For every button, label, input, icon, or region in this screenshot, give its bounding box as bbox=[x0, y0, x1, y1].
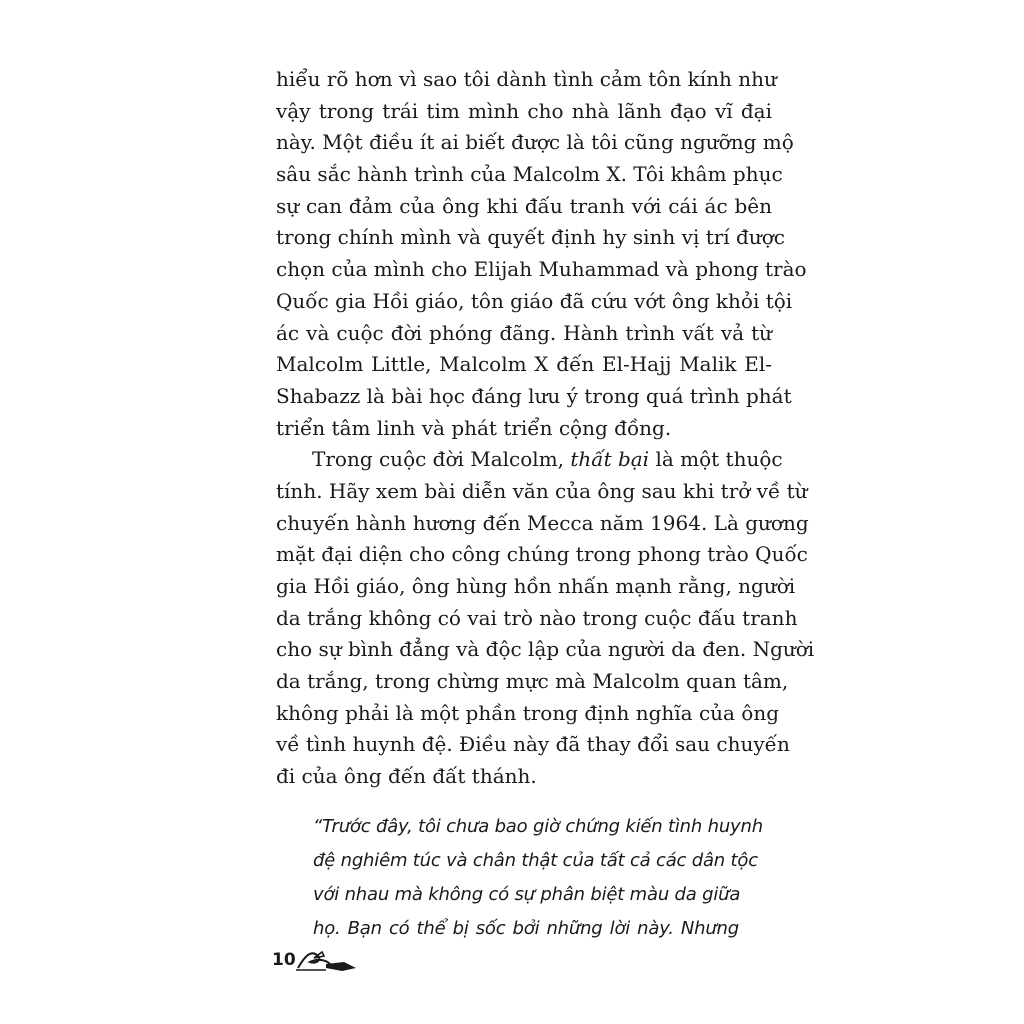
text-line: trong chính mình và quyết định hy sinh vị trí được bbox=[276, 225, 785, 250]
text-line: chuyến hành hương đến Mecca năm 1964. Là gương bbox=[276, 510, 809, 535]
text-line: cho sự bình đẳng và độc lập của người da đen. Người bbox=[276, 637, 815, 662]
body-text bbox=[276, 64, 815, 793]
text-line: Malcolm Little, Malcolm X đến El-Hajj Malik El- bbox=[276, 352, 772, 377]
text-line: triển tâm linh và phát triển cộng đồng. bbox=[276, 415, 672, 440]
text-run: là một thuộc bbox=[649, 447, 783, 472]
pen-nib-ornament-icon bbox=[296, 944, 358, 974]
quote-line: “Trước đây, tôi chưa bao giờ chứng kiến tình huynh bbox=[313, 816, 763, 837]
text-line: da trắng, trong chừng mực mà Malcolm quan tâm, bbox=[276, 669, 789, 694]
text-run: Trong cuộc đời Malcolm, bbox=[312, 447, 571, 472]
page-number: 10 bbox=[272, 950, 296, 970]
text-line: chọn của mình cho Elijah Muhammad và phong trào bbox=[276, 257, 807, 282]
quote-line: họ. Bạn có thể bị sốc bởi những lời này. Nhưng bbox=[313, 918, 739, 939]
text-line: tính. Hãy xem bài diễn văn của ông sau khi trở về từ bbox=[276, 478, 808, 503]
text-line: sự can đảm của ông khi đấu tranh với cái ác bên bbox=[276, 193, 772, 218]
text-line: đi của ông đến đất thánh. bbox=[276, 764, 537, 789]
text-line: Quốc gia Hồi giáo, tôn giáo đã cứu vớt ông khỏi tội bbox=[276, 288, 793, 313]
text-line: mặt đại diện cho công chúng trong phong trào Quốc bbox=[276, 542, 808, 567]
quote-line: với nhau mà không có sự phân biệt màu da giữa bbox=[313, 884, 741, 905]
quote-line: đệ nghiêm túc và chân thật của tất cả các dân tộc bbox=[313, 850, 758, 871]
text-line: sâu sắc hành trình của Malcolm X. Tôi khâm phục bbox=[276, 162, 783, 187]
text-line: vậy trong trái tim mình cho nhà lãnh đạo vĩ đại bbox=[276, 98, 772, 123]
emphasis-text: thất bại bbox=[570, 447, 650, 472]
text-line: không phải là một phần trong định nghĩa của ông bbox=[276, 700, 780, 725]
text-line: hiểu rõ hơn vì sao tôi dành tình cảm tôn kính như bbox=[276, 67, 777, 91]
text-line: gia Hồi giáo, ông hùng hồn nhấn mạnh rằng, người bbox=[276, 574, 796, 598]
text-line: này. Một điều ít ai biết được là tôi cũng ngưỡng mộ bbox=[276, 130, 794, 155]
text-line: về tình huynh đệ. Điều này đã thay đổi sau chuyến bbox=[276, 732, 790, 757]
text-line: ác và cuộc đời phóng đãng. Hành trình vất vả từ bbox=[276, 320, 772, 345]
paragraph-first-line bbox=[276, 444, 783, 476]
quote-block bbox=[313, 810, 763, 946]
text-line: Shabazz là bài học đáng lưu ý trong quá trình phát bbox=[276, 383, 792, 408]
text-line: da trắng không có vai trò nào trong cuộc đấu tranh bbox=[276, 605, 798, 630]
